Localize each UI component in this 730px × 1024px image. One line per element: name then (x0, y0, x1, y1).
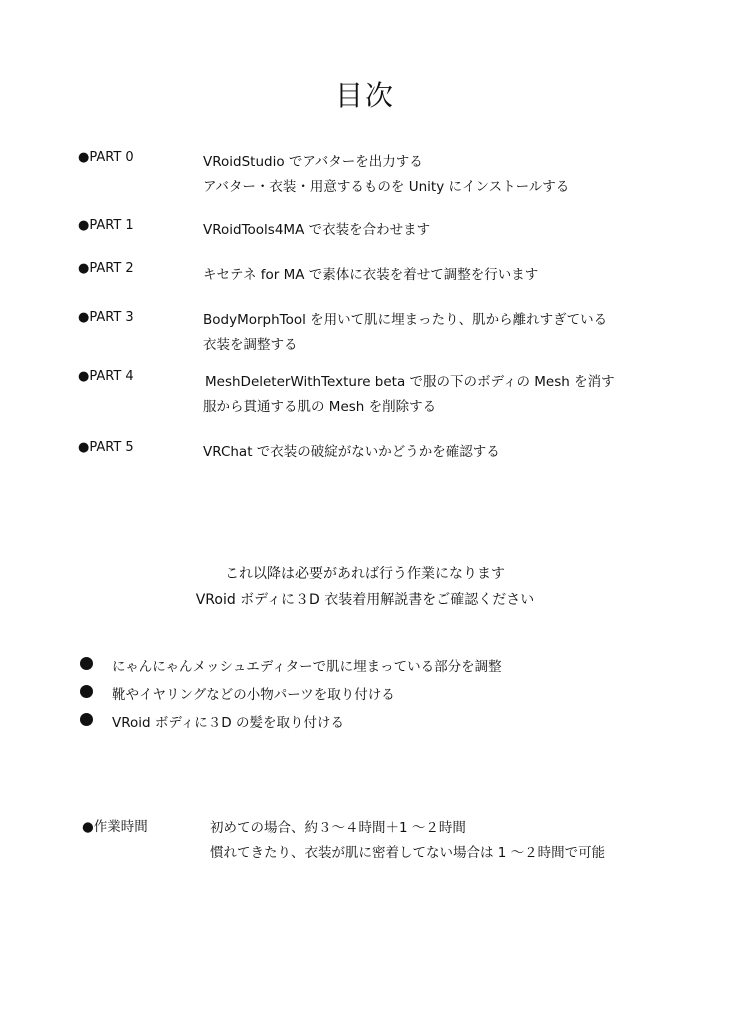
bullet-item-2: 靴やイヤリングなどの小物パーツを取り付ける (112, 687, 395, 703)
part-5-line-1: VRChat で衣装の破綻がないかどうかを確認する (203, 444, 500, 460)
part-0-label: ●PART 0 (78, 150, 134, 165)
part-4-label: ●PART 4 (78, 369, 134, 384)
part-5-label: ●PART 5 (78, 440, 134, 455)
part-3-line-2: 衣装を調整する (203, 337, 298, 353)
part-3-line-1: BodyMorphTool を用いて肌に埋まったり、肌から離れすぎている (203, 312, 608, 328)
part-2-label: ●PART 2 (78, 261, 134, 276)
part-4-line-2: 服から貫通する肌の Mesh を削除する (203, 399, 437, 415)
bullet-dot (80, 685, 93, 698)
work-time-label: ●作業時間 (82, 819, 148, 835)
part-1-label: ●PART 1 (78, 218, 134, 233)
part-1-line-1: VRoidTools4MA で衣装を合わせます (203, 222, 431, 238)
page-title: 目次 (334, 79, 395, 112)
part-4-line-1: MeshDeleterWithTexture beta で服の下のボディの Mesh を消す (205, 374, 615, 390)
bullet-dot (80, 657, 93, 670)
part-3-label: ●PART 3 (78, 310, 134, 325)
work-time-line-1: 初めての場合、約３～４時間＋1 ～２時間 (210, 820, 466, 836)
note-line-1: これ以降は必要があれば行う作業になります (225, 566, 505, 582)
note-line-2: VRoid ボディに３D 衣装着用解説書をご確認ください (195, 592, 535, 608)
part-0-line-1: VRoidStudio でアバターを出力する (203, 154, 423, 170)
bullet-item-1: にゃんにゃんメッシュエディターで肌に埋まっている部分を調整 (112, 659, 502, 675)
part-2-line-1: キセテネ for MA で素体に衣装を着せて調整を行います (203, 267, 539, 283)
bullet-dot (80, 713, 93, 726)
part-0-line-2: アバター・衣装・用意するものを Unity にインストールする (203, 179, 570, 195)
work-time-line-2: 慣れてきたり、衣装が肌に密着してない場合は 1 ～２時間で可能 (210, 845, 606, 861)
bullet-item-3: VRoid ボディに３D の髪を取り付ける (112, 715, 344, 731)
